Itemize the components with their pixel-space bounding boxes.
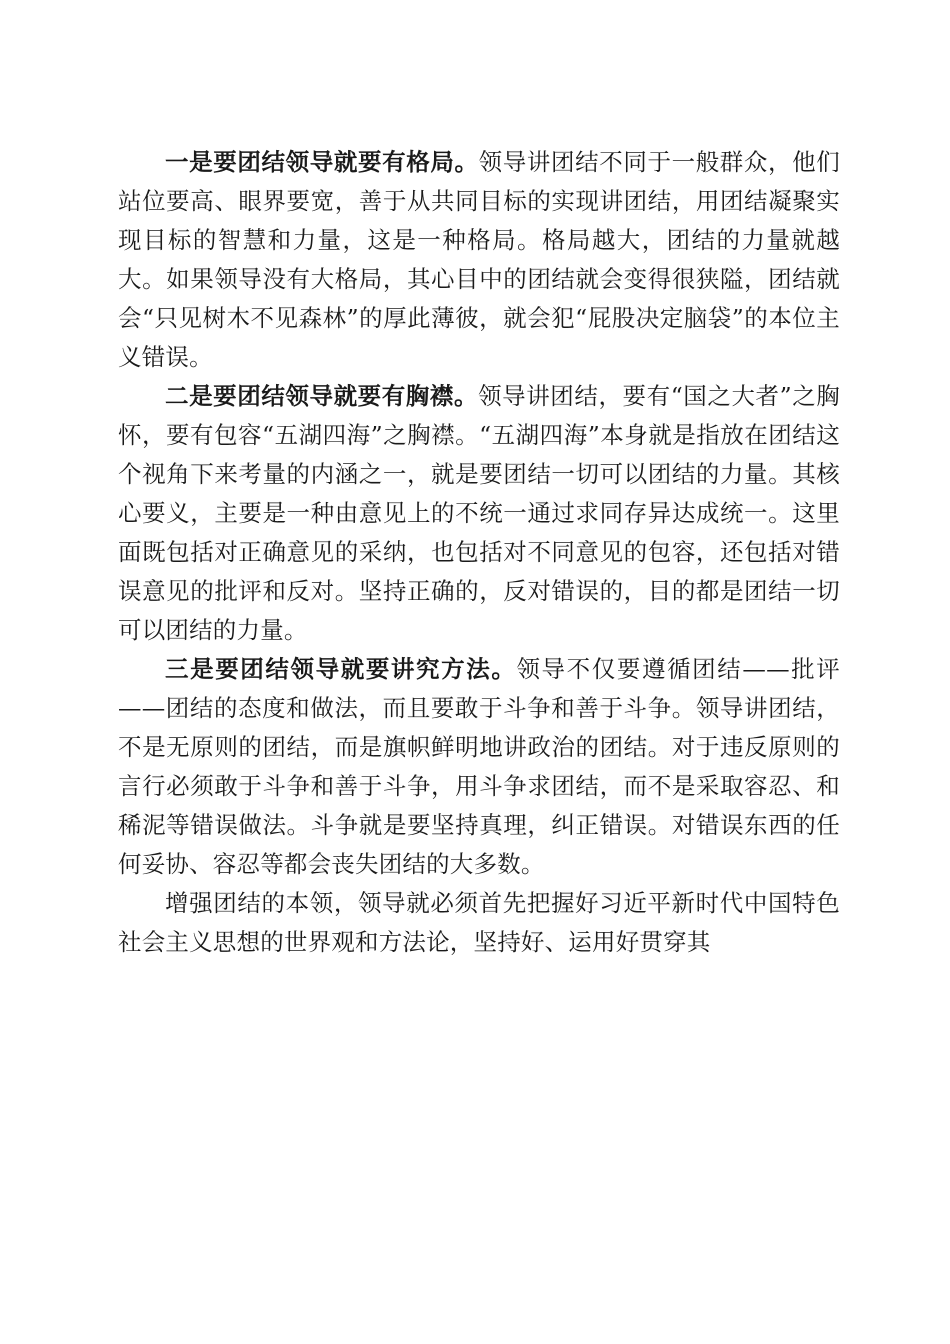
paragraph-2-lead: 二是要团结领导就要有胸襟。: [165, 382, 479, 410]
paragraph-2-body: 领导讲团结，要有“国之大者”之胸怀，要有包容“五湖四海”之胸襟。“五湖四海”本身就是指放在团结这个视角下来考量的内涵之一，就是要团结一切可以团结的力量。其核心要义，主要是一种由意见上的不统一通过求同存异达成统一。这里面既包括对正确意见的采纳，也包括对不同意见的包容，还包括对错误意见的批评和反对。坚持正确的，反对错误的，目的都是团结一切可以团结的力量。: [118, 382, 840, 644]
document-page: [118, 143, 840, 962]
paragraph-3: [118, 650, 840, 884]
paragraph-4: [118, 884, 840, 962]
paragraph-1-body: 领导讲团结不同于一般群众，他们站位要高、眼界要宽，善于从共同目标的实现讲团结，用团结凝聚实现目标的智慧和力量，这是一种格局。格局越大，团结的力量就越大。如果领导没有大格局，其心目中的团结就会变得很狭隘，团结就会“只见树木不见森林”的厚此薄彼，就会犯“屁股决定脑袋”的本位主义错误。: [118, 148, 840, 371]
paragraph-2: [118, 377, 840, 650]
paragraph-1: [118, 143, 840, 377]
paragraph-4-body: 增强团结的本领，领导就必须首先把握好习近平新时代中国特色社会主义思想的世界观和方法论，坚持好、运用好贯穿其: [118, 889, 840, 956]
paragraph-1-lead: 一是要团结领导就要有格局。: [165, 148, 479, 176]
paragraph-3-lead: 三是要团结领导就要讲究方法。: [165, 655, 517, 683]
paragraph-3-body: 领导不仅要遵循团结——批评——团结的态度和做法，而且要敢于斗争和善于斗争。领导讲团结，不是无原则的团结，而是旗帜鲜明地讲政治的团结。对于违反原则的言行必须敢于斗争和善于斗争，用斗争求团结，而不是采取容忍、和稀泥等错误做法。斗争就是要坚持真理，纠正错误。对错误东西的任何妥协、容忍等都会丧失团结的大多数。: [118, 655, 840, 878]
